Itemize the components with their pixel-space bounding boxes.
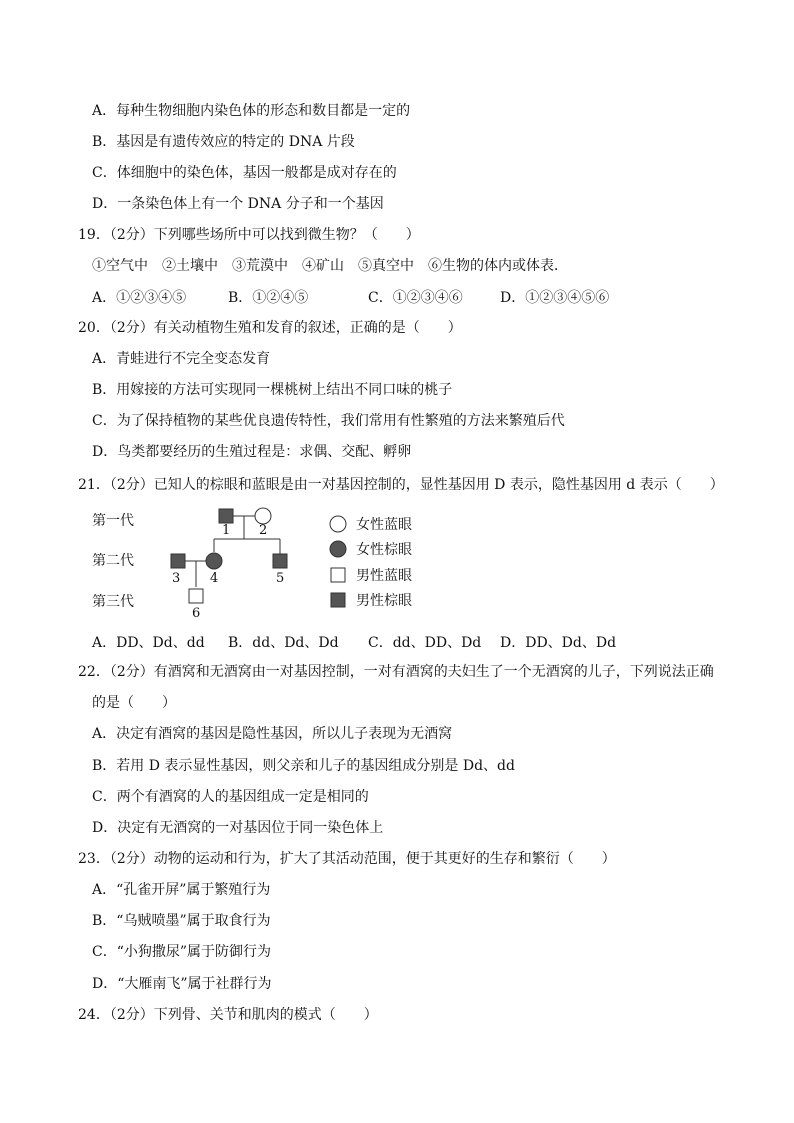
label-2: 2 (259, 523, 268, 538)
q21-option-b: B．dd、Dd、Dd (228, 635, 339, 651)
q22-option-c: C．两个有酒窝的人的基因组成一定是相同的 (92, 789, 369, 805)
individual-3-male-brown (171, 554, 185, 568)
q22-stem-line2: 的是（ ） (92, 695, 176, 711)
q23-option-c: C．“小狗撒尿”属于防御行为 (92, 944, 272, 960)
legend-label-male-brown: 男性棕眼 (356, 593, 412, 609)
q21-option-c: C．dd、DD、Dd (368, 635, 482, 651)
label-5: 5 (276, 571, 285, 586)
q18-option-b: B．基因是有遗传效应的特定的 DNA 片段 (92, 134, 355, 150)
q21-option-d: D．DD、Dd、Dd (500, 635, 617, 651)
generation-label-2: 第二代 (92, 553, 134, 569)
q20-option-c: C．为了保持植物的某些优良遗传特性，我们常用有性繁殖的方法来繁殖后代 (92, 413, 565, 429)
label-3: 3 (172, 571, 181, 586)
legend-symbol-male-blue (331, 568, 345, 582)
q18-option-c: C．体细胞中的染色体，基因一般都是成对存在的 (92, 165, 397, 181)
individual-4-female-brown (206, 553, 222, 569)
q20-option-b: B．用嫁接的方法可实现同一棵桃树上结出不同口味的桃子 (92, 382, 453, 398)
q22-option-d: D．决定有无酒窝的一对基因位于同一染色体上 (92, 820, 384, 836)
q23-option-a: A．“孔雀开屏”属于繁殖行为 (92, 882, 271, 898)
legend-label-male-blue: 男性蓝眼 (356, 568, 412, 584)
pedigree-diagram (92, 503, 452, 621)
generation-label-1: 第一代 (92, 513, 134, 529)
q24-stem: 24．（2分）下列骨、关节和肌肉的模式（ ） (78, 1007, 378, 1023)
q20-option-a: A．青蛙进行不完全变态发育 (92, 351, 271, 367)
q21-option-a: A．DD、Dd、dd (92, 635, 205, 651)
individual-5-male-brown (273, 554, 287, 568)
q23-option-b: B．“乌贼喷墨”属于取食行为 (92, 913, 271, 929)
q19-option-c: C．①②③④⑥ (368, 290, 463, 306)
q19-places: ①空气中 ②土壤中 ③荒漠中 ④矿山 ⑤真空中 ⑥生物的体内或体表． (92, 258, 568, 274)
q19-stem: 19．（2分）下列哪些场所中可以找到微生物？（ ） (78, 227, 420, 243)
q21-stem: 21．（2分）已知人的棕眼和蓝眼是由一对基因控制的，显性基因用 D 表示，隐性基因用 d 表示（ ） (78, 477, 724, 493)
legend-symbol-male-brown (331, 593, 345, 607)
legend-symbol-female-brown (330, 541, 346, 557)
label-1: 1 (222, 523, 231, 538)
legend-symbol-female-blue (330, 516, 346, 532)
q23-stem: 23．（2分）动物的运动和行为，扩大了其活动范围，便于其更好的生存和繁衍（ ） (78, 851, 616, 867)
label-4: 4 (210, 571, 219, 586)
legend-label-female-blue: 女性蓝眼 (356, 517, 412, 533)
q21-options (92, 632, 772, 650)
q22-option-b: B．若用 D 表示显性基因，则父亲和儿子的基因组成分别是 Dd、dd (92, 758, 515, 774)
q22-option-a: A．决定有酒窝的基因是隐性基因，所以儿子表现为无酒窝 (92, 726, 453, 742)
individual-1-male-brown (219, 509, 233, 523)
q20-option-d: D．鸟类都要经历的生殖过程是：求偶、交配、孵卵 (92, 444, 412, 460)
individual-2-female-blue (255, 508, 271, 524)
q18-option-a: A．每种生物细胞内染色体的形态和数目都是一定的 (92, 103, 411, 119)
q19-option-b: B．①②④⑤ (228, 290, 309, 306)
q18-option-d: D．一条染色体上有一个 DNA 分子和一个基因 (92, 196, 384, 212)
q19-option-a: A．①②③④⑤ (92, 290, 187, 306)
q20-stem: 20．（2分）有关动植物生殖和发育的叙述，正确的是（ ） (78, 320, 462, 336)
q23-option-d: D．“大雁南飞”属于社群行为 (92, 976, 272, 992)
legend-label-female-brown: 女性棕眼 (356, 542, 412, 558)
label-6: 6 (192, 606, 201, 621)
individual-6-male-blue (189, 589, 203, 603)
generation-label-3: 第三代 (92, 594, 134, 610)
q22-stem-line1: 22．（2分）有酒窝和无酒窝由一对基因控制，一对有酒窝的夫妇生了一个无酒窝的儿子，下列说法正确 (78, 664, 714, 680)
q19-option-d: D．①②③④⑤⑥ (500, 290, 610, 306)
q19-options (92, 287, 772, 305)
